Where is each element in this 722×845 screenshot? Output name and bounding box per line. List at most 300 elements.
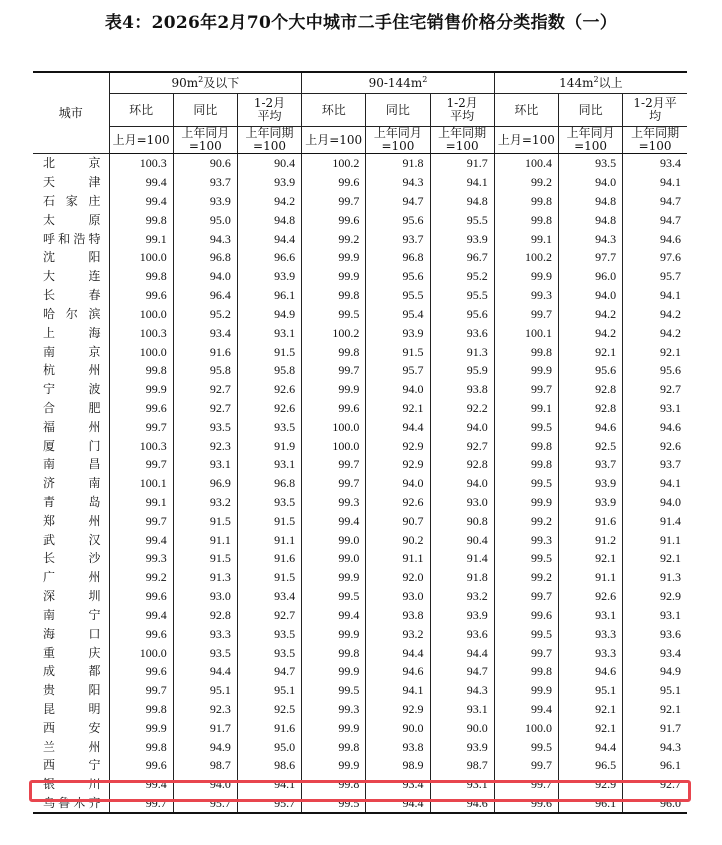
index-value: 92.7 bbox=[660, 382, 681, 397]
index-value: 93.0 bbox=[173, 587, 237, 606]
index-value: 91.5 bbox=[173, 549, 237, 568]
index-value: 92.2 bbox=[430, 399, 494, 418]
city-name: 上海 bbox=[33, 323, 109, 342]
index-value: 96.1 bbox=[660, 758, 681, 773]
index-value: 94.4 bbox=[366, 643, 430, 662]
city-name: 昆明 bbox=[33, 700, 109, 719]
index-value: 100.2 bbox=[302, 154, 366, 173]
base-header: 上年同期=100 bbox=[237, 127, 301, 154]
index-value: 99.9 bbox=[302, 380, 366, 399]
index-value: 99.4 bbox=[302, 606, 366, 625]
index-value: 91.1 bbox=[237, 530, 301, 549]
metric-header: 同比 bbox=[558, 94, 622, 127]
index-value: 99.2 bbox=[494, 173, 558, 192]
index-value: 94.1 bbox=[660, 288, 681, 303]
index-value: 91.5 bbox=[237, 342, 301, 361]
index-value: 95.6 bbox=[558, 361, 622, 380]
index-value: 93.4 bbox=[660, 645, 681, 660]
table-row bbox=[33, 342, 687, 361]
index-value: 100.0 bbox=[302, 417, 366, 436]
index-value: 95.1 bbox=[173, 681, 237, 700]
index-value: 91.5 bbox=[237, 511, 301, 530]
city-name: 贵阳 bbox=[33, 681, 109, 700]
city-name: 西宁 bbox=[33, 756, 109, 775]
index-value: 90.8 bbox=[430, 511, 494, 530]
index-value: 93.9 bbox=[430, 737, 494, 756]
index-value: 99.0 bbox=[302, 549, 366, 568]
index-value: 90.4 bbox=[430, 530, 494, 549]
index-value: 91.4 bbox=[430, 549, 494, 568]
index-value: 91.1 bbox=[366, 549, 430, 568]
group-header-large: $144m^2$以上 bbox=[494, 72, 687, 94]
index-value: 91.7 bbox=[173, 718, 237, 737]
index-value: 94.6 bbox=[558, 417, 622, 436]
metric-header: 同比 bbox=[366, 94, 430, 127]
index-value: 99.2 bbox=[109, 568, 173, 587]
city-name: 西安 bbox=[33, 718, 109, 737]
index-value: 91.6 bbox=[558, 511, 622, 530]
index-value: 94.8 bbox=[558, 192, 622, 211]
index-value: 99.9 bbox=[302, 718, 366, 737]
index-value: 94.3 bbox=[430, 681, 494, 700]
index-value: 99.5 bbox=[494, 624, 558, 643]
index-value: 94.6 bbox=[366, 662, 430, 681]
index-value: 93.9 bbox=[237, 173, 301, 192]
table-row bbox=[33, 399, 687, 418]
table-row bbox=[33, 286, 687, 305]
table-row bbox=[33, 511, 687, 530]
index-value: 94.3 bbox=[558, 229, 622, 248]
index-value: 93.9 bbox=[366, 323, 430, 342]
index-value: 94.4 bbox=[237, 229, 301, 248]
city-name: 南昌 bbox=[33, 455, 109, 474]
metric-header: 环比 bbox=[302, 94, 366, 127]
index-value: 100.0 bbox=[109, 305, 173, 324]
index-value: 95.7 bbox=[660, 269, 681, 284]
city-name: 福州 bbox=[33, 417, 109, 436]
index-value: 93.3 bbox=[558, 643, 622, 662]
index-value: 93.4 bbox=[660, 156, 681, 171]
index-value: 99.5 bbox=[494, 474, 558, 493]
table-row bbox=[33, 455, 687, 474]
base-header: 上月=100 bbox=[302, 127, 366, 154]
city-name: 长沙 bbox=[33, 549, 109, 568]
index-value: 91.2 bbox=[558, 530, 622, 549]
index-value: 94.6 bbox=[660, 419, 681, 434]
index-value: 93.1 bbox=[173, 455, 237, 474]
city-name: 厦门 bbox=[33, 436, 109, 455]
base-header: 上年同月=100 bbox=[558, 127, 622, 154]
index-value: 95.5 bbox=[430, 210, 494, 229]
index-value: 95.7 bbox=[366, 361, 430, 380]
index-value: 98.6 bbox=[237, 756, 301, 775]
index-value: 97.7 bbox=[558, 248, 622, 267]
city-name: 郑州 bbox=[33, 511, 109, 530]
index-value: 99.3 bbox=[494, 530, 558, 549]
index-value: 100.4 bbox=[494, 154, 558, 173]
index-value: 99.5 bbox=[302, 305, 366, 324]
index-value: 92.1 bbox=[660, 701, 681, 716]
base-header: 上年同期=100 bbox=[430, 127, 494, 154]
table-row bbox=[33, 323, 687, 342]
index-value: 93.1 bbox=[558, 606, 622, 625]
index-value: 95.6 bbox=[660, 363, 681, 378]
index-value: 99.8 bbox=[494, 455, 558, 474]
index-value: 94.6 bbox=[430, 794, 494, 814]
index-value: 99.6 bbox=[109, 399, 173, 418]
index-value: 92.9 bbox=[366, 700, 430, 719]
index-value: 93.0 bbox=[366, 587, 430, 606]
index-value: 99.6 bbox=[494, 794, 558, 814]
index-value: 91.5 bbox=[237, 568, 301, 587]
base-header: 上年同期=100 bbox=[623, 127, 687, 154]
index-value: 99.6 bbox=[302, 173, 366, 192]
index-value: 94.1 bbox=[366, 681, 430, 700]
index-value: 94.0 bbox=[660, 495, 681, 510]
index-value: 93.6 bbox=[430, 323, 494, 342]
index-value: 96.0 bbox=[623, 794, 687, 814]
table-row bbox=[33, 606, 687, 625]
index-value: 95.8 bbox=[237, 361, 301, 380]
index-value: 95.5 bbox=[430, 286, 494, 305]
index-value: 94.2 bbox=[660, 325, 681, 340]
index-value: 91.6 bbox=[173, 342, 237, 361]
index-value: 99.9 bbox=[302, 756, 366, 775]
metric-header: 环比 bbox=[109, 94, 173, 127]
index-value: 93.9 bbox=[173, 192, 237, 211]
index-value: 99.2 bbox=[302, 229, 366, 248]
index-value: 99.8 bbox=[302, 643, 366, 662]
index-value: 94.4 bbox=[173, 662, 237, 681]
index-value: 99.6 bbox=[494, 606, 558, 625]
index-value: 100.2 bbox=[494, 248, 558, 267]
index-value: 94.3 bbox=[660, 739, 681, 754]
index-value: 92.7 bbox=[173, 399, 237, 418]
index-value: 99.8 bbox=[302, 737, 366, 756]
index-value: 94.7 bbox=[660, 194, 681, 209]
index-value: 99.3 bbox=[302, 700, 366, 719]
table-row bbox=[33, 681, 687, 700]
city-name: 沈阳 bbox=[33, 248, 109, 267]
base-header: 上年同月=100 bbox=[366, 127, 430, 154]
index-value: 96.0 bbox=[558, 267, 622, 286]
city-column-header: 城市 bbox=[33, 72, 109, 154]
index-value: 96.7 bbox=[430, 248, 494, 267]
table-row bbox=[33, 549, 687, 568]
index-value: 99.7 bbox=[494, 756, 558, 775]
index-value: 96.9 bbox=[173, 474, 237, 493]
city-name: 石家庄 bbox=[33, 192, 109, 211]
index-value: 96.8 bbox=[173, 248, 237, 267]
index-value: 93.9 bbox=[430, 606, 494, 625]
city-name: 成都 bbox=[33, 662, 109, 681]
index-value: 93.9 bbox=[430, 229, 494, 248]
index-value: 93.8 bbox=[430, 380, 494, 399]
index-value: 96.1 bbox=[237, 286, 301, 305]
index-value: 99.9 bbox=[302, 248, 366, 267]
index-value: 99.1 bbox=[494, 229, 558, 248]
index-value: 94.3 bbox=[366, 173, 430, 192]
index-value: 99.7 bbox=[302, 361, 366, 380]
index-value: 92.7 bbox=[430, 436, 494, 455]
city-name: 杭州 bbox=[33, 361, 109, 380]
index-value: 99.9 bbox=[302, 267, 366, 286]
index-value: 93.7 bbox=[173, 173, 237, 192]
city-name: 银川 bbox=[33, 775, 109, 794]
index-value: 99.8 bbox=[109, 361, 173, 380]
table-row bbox=[33, 624, 687, 643]
index-value: 99.1 bbox=[494, 399, 558, 418]
index-value: 92.8 bbox=[558, 380, 622, 399]
index-value: 99.7 bbox=[494, 643, 558, 662]
city-name: 北京 bbox=[33, 154, 109, 173]
index-value: 93.1 bbox=[660, 607, 681, 622]
index-value: 94.4 bbox=[430, 643, 494, 662]
city-name: 大连 bbox=[33, 267, 109, 286]
index-value: 91.8 bbox=[430, 568, 494, 587]
index-value: 93.2 bbox=[173, 493, 237, 512]
index-value: 91.1 bbox=[173, 530, 237, 549]
index-value: 93.5 bbox=[237, 493, 301, 512]
index-value: 99.5 bbox=[302, 681, 366, 700]
index-value: 93.1 bbox=[430, 775, 494, 794]
index-value: 94.9 bbox=[660, 664, 681, 679]
city-name: 合肥 bbox=[33, 399, 109, 418]
table-row bbox=[33, 305, 687, 324]
city-name: 武汉 bbox=[33, 530, 109, 549]
index-value: 92.6 bbox=[660, 438, 681, 453]
table-row bbox=[33, 154, 687, 173]
index-value: 92.0 bbox=[366, 568, 430, 587]
index-value: 91.7 bbox=[660, 720, 681, 735]
index-value: 100.0 bbox=[109, 248, 173, 267]
index-value: 94.7 bbox=[366, 192, 430, 211]
table-title: 表4：2026年2月70个大中城市二手住宅销售价格分类指数（一） bbox=[104, 13, 618, 33]
index-value: 93.1 bbox=[237, 455, 301, 474]
index-value: 96.6 bbox=[237, 248, 301, 267]
index-value: 93.7 bbox=[660, 457, 681, 472]
index-value: 99.8 bbox=[109, 210, 173, 229]
index-value: 93.8 bbox=[366, 737, 430, 756]
index-value: 91.3 bbox=[660, 570, 681, 585]
city-name: 济南 bbox=[33, 474, 109, 493]
index-value: 96.8 bbox=[366, 248, 430, 267]
index-value: 94.1 bbox=[430, 173, 494, 192]
table-row bbox=[33, 361, 687, 380]
table-row bbox=[33, 794, 687, 814]
index-value: 99.9 bbox=[494, 267, 558, 286]
index-value: 95.9 bbox=[430, 361, 494, 380]
index-value: 92.9 bbox=[558, 775, 622, 794]
city-name: 青岛 bbox=[33, 493, 109, 512]
city-name: 南宁 bbox=[33, 606, 109, 625]
index-value: 91.3 bbox=[430, 342, 494, 361]
index-value: 94.1 bbox=[237, 775, 301, 794]
index-value: 92.8 bbox=[558, 399, 622, 418]
index-value: 93.5 bbox=[173, 417, 237, 436]
index-value: 92.6 bbox=[237, 380, 301, 399]
index-value: 93.5 bbox=[237, 624, 301, 643]
table-row bbox=[33, 700, 687, 719]
index-value: 99.6 bbox=[109, 662, 173, 681]
index-value: 98.7 bbox=[430, 756, 494, 775]
index-value: 99.7 bbox=[302, 474, 366, 493]
index-value: 91.6 bbox=[237, 718, 301, 737]
index-value: 93.8 bbox=[366, 606, 430, 625]
city-name: 重庆 bbox=[33, 643, 109, 662]
index-value: 93.1 bbox=[237, 323, 301, 342]
index-value: 99.9 bbox=[494, 493, 558, 512]
metric-header: 1-2月平均 bbox=[237, 94, 301, 127]
index-value: 94.4 bbox=[366, 794, 430, 814]
index-value: 99.6 bbox=[109, 756, 173, 775]
index-value: 91.4 bbox=[660, 513, 681, 528]
index-value: 95.1 bbox=[237, 681, 301, 700]
index-value: 90.0 bbox=[366, 718, 430, 737]
table-row bbox=[33, 718, 687, 737]
metric-header: 1-2月平均 bbox=[430, 94, 494, 127]
metric-header: 同比 bbox=[173, 94, 237, 127]
index-value: 93.1 bbox=[430, 700, 494, 719]
index-value: 99.5 bbox=[494, 417, 558, 436]
index-value: 94.2 bbox=[558, 323, 622, 342]
index-value: 95.7 bbox=[173, 794, 237, 814]
index-value: 94.0 bbox=[558, 286, 622, 305]
index-value: 99.7 bbox=[109, 455, 173, 474]
table-row bbox=[33, 192, 687, 211]
index-value: 99.8 bbox=[494, 662, 558, 681]
city-name: 海口 bbox=[33, 624, 109, 643]
index-value: 93.6 bbox=[660, 626, 681, 641]
index-value: 92.1 bbox=[558, 718, 622, 737]
index-value: 94.0 bbox=[430, 474, 494, 493]
index-value: 99.4 bbox=[109, 530, 173, 549]
index-value: 91.1 bbox=[660, 532, 681, 547]
index-value: 99.5 bbox=[494, 549, 558, 568]
index-value: 92.9 bbox=[366, 436, 430, 455]
index-value: 92.6 bbox=[366, 493, 430, 512]
table-row bbox=[33, 568, 687, 587]
table-body bbox=[33, 154, 687, 814]
index-value: 93.7 bbox=[558, 455, 622, 474]
index-value: 99.9 bbox=[109, 718, 173, 737]
index-value: 99.3 bbox=[302, 493, 366, 512]
index-value: 95.7 bbox=[237, 794, 301, 814]
city-name: 乌鲁木齐 bbox=[33, 794, 109, 814]
index-value: 100.0 bbox=[109, 643, 173, 662]
index-value: 91.5 bbox=[366, 342, 430, 361]
index-value: 93.2 bbox=[366, 624, 430, 643]
index-value: 99.9 bbox=[494, 681, 558, 700]
index-value: 92.3 bbox=[173, 700, 237, 719]
index-value: 100.1 bbox=[109, 474, 173, 493]
base-header: 上月=100 bbox=[109, 127, 173, 154]
index-value: 93.4 bbox=[237, 587, 301, 606]
index-value: 99.7 bbox=[494, 587, 558, 606]
index-value: 100.2 bbox=[302, 323, 366, 342]
index-value: 99.3 bbox=[109, 549, 173, 568]
index-value: 95.6 bbox=[366, 267, 430, 286]
index-value: 99.0 bbox=[302, 530, 366, 549]
index-value: 94.7 bbox=[430, 662, 494, 681]
city-name: 太原 bbox=[33, 210, 109, 229]
city-name: 宁波 bbox=[33, 380, 109, 399]
index-value: 92.6 bbox=[558, 587, 622, 606]
index-value: 92.1 bbox=[660, 344, 681, 359]
index-value: 91.9 bbox=[237, 436, 301, 455]
table-row bbox=[33, 756, 687, 775]
index-value: 95.0 bbox=[237, 737, 301, 756]
index-value: 93.5 bbox=[237, 417, 301, 436]
table-row bbox=[33, 436, 687, 455]
index-value: 94.0 bbox=[366, 474, 430, 493]
index-value: 95.2 bbox=[430, 267, 494, 286]
index-value: 91.5 bbox=[173, 511, 237, 530]
index-value: 99.7 bbox=[109, 794, 173, 814]
table-row bbox=[33, 417, 687, 436]
index-value: 99.8 bbox=[494, 192, 558, 211]
table-row bbox=[33, 267, 687, 286]
index-value: 92.6 bbox=[237, 399, 301, 418]
index-value: 99.3 bbox=[494, 286, 558, 305]
index-value: 93.5 bbox=[173, 643, 237, 662]
table-row bbox=[33, 229, 687, 248]
index-value: 93.1 bbox=[660, 400, 681, 415]
index-value: 93.9 bbox=[558, 474, 622, 493]
table-row bbox=[33, 474, 687, 493]
index-value: 92.8 bbox=[430, 455, 494, 474]
table-row bbox=[33, 210, 687, 229]
index-value: 94.9 bbox=[237, 305, 301, 324]
table-row bbox=[33, 173, 687, 192]
index-value: 91.6 bbox=[237, 549, 301, 568]
index-value: 94.2 bbox=[237, 192, 301, 211]
index-value: 90.4 bbox=[237, 154, 301, 173]
index-value: 95.5 bbox=[366, 286, 430, 305]
index-value: 99.6 bbox=[109, 624, 173, 643]
index-value: 94.0 bbox=[366, 380, 430, 399]
index-value: 93.3 bbox=[173, 624, 237, 643]
index-value: 91.8 bbox=[366, 154, 430, 173]
index-value: 94.7 bbox=[237, 662, 301, 681]
index-value: 93.4 bbox=[173, 323, 237, 342]
index-value: 99.5 bbox=[302, 794, 366, 814]
index-value: 99.8 bbox=[109, 267, 173, 286]
index-value: 92.1 bbox=[660, 551, 681, 566]
index-value: 90.2 bbox=[366, 530, 430, 549]
index-value: 99.6 bbox=[109, 587, 173, 606]
index-value: 92.9 bbox=[366, 455, 430, 474]
table-row bbox=[33, 248, 687, 267]
index-value: 94.6 bbox=[660, 231, 681, 246]
index-value: 99.8 bbox=[109, 700, 173, 719]
index-value: 99.8 bbox=[302, 286, 366, 305]
index-value: 99.8 bbox=[302, 775, 366, 794]
index-value: 94.0 bbox=[173, 775, 237, 794]
index-value: 99.7 bbox=[302, 192, 366, 211]
index-value: 94.8 bbox=[237, 210, 301, 229]
index-value: 99.9 bbox=[109, 380, 173, 399]
index-value: 93.3 bbox=[558, 624, 622, 643]
index-value: 92.1 bbox=[558, 549, 622, 568]
index-value: 98.7 bbox=[173, 756, 237, 775]
city-name: 南京 bbox=[33, 342, 109, 361]
index-value: 92.3 bbox=[173, 436, 237, 455]
index-value: 94.2 bbox=[558, 305, 622, 324]
index-value: 100.3 bbox=[109, 323, 173, 342]
index-value: 94.4 bbox=[366, 417, 430, 436]
index-value: 99.5 bbox=[302, 587, 366, 606]
